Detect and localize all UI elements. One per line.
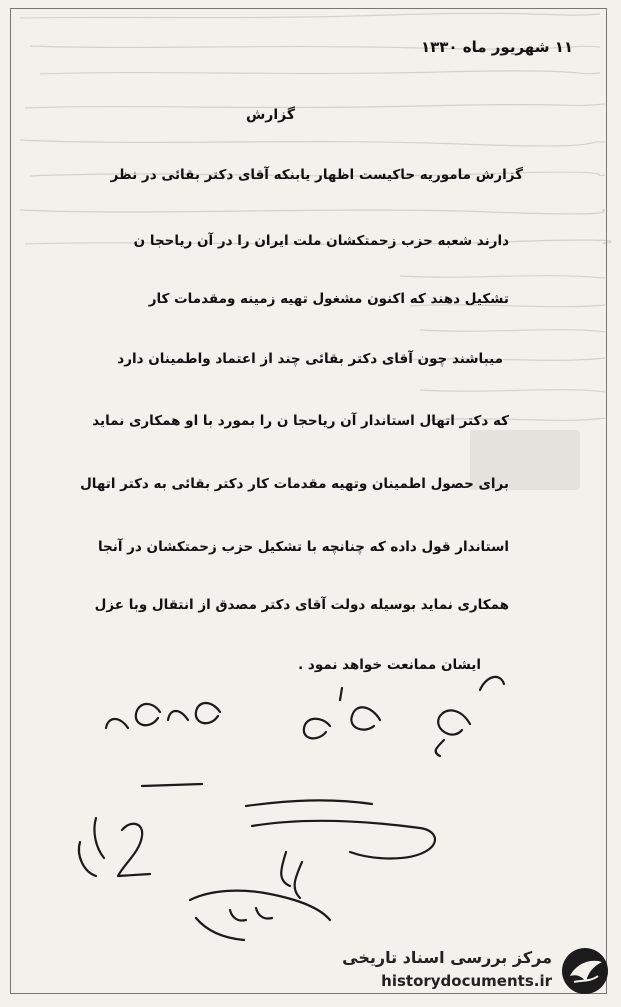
body-line: همکاری نماید بوسیله دولت آقای دکتر مصدق از انتقال وبا عزل: [94, 597, 509, 613]
body-line: برای حصول اطمینان وتهیه مقدمات کار دکتر بقائی به دکتر اتهال: [80, 476, 509, 492]
body-line: دارند شعبه حزب زحمتکشان ملت ایران را در آن ریاحجا ن: [133, 233, 509, 249]
body-line: که دکتر اتهال استاندار آن ریاحجا ن را بمورد با او همکاری نماید: [92, 413, 509, 429]
body-line: گزارش ماموریه حاکیست اظهار یابنکه آقای دکتر بقائی در نظر: [110, 167, 523, 183]
body-line: میباشند چون آقای دکتر بقائی چند از اعتماد واطمینان دارد: [117, 351, 503, 367]
body-line: استاندار قول داده که چنانچه با تشکیل حزب زحمتکشان در آنجا: [97, 539, 509, 555]
page-border: [10, 8, 607, 994]
archive-logo: [342, 944, 614, 1000]
archive-url: historydocuments.ir: [381, 972, 552, 990]
body-line: ایشان ممانعت خواهد نمود .: [298, 657, 481, 673]
body-line: تشکیل دهند که اکنون مشغول تهیه زمینه ومقدمات کار: [148, 291, 509, 307]
document-heading: گزارش: [245, 107, 295, 123]
seal-icon: [560, 946, 610, 996]
archive-name: مرکز بررسی اسناد تاریخی: [342, 948, 552, 967]
date-line: ۱۱ شهریور ماه ۱۳۳۰: [420, 38, 573, 56]
